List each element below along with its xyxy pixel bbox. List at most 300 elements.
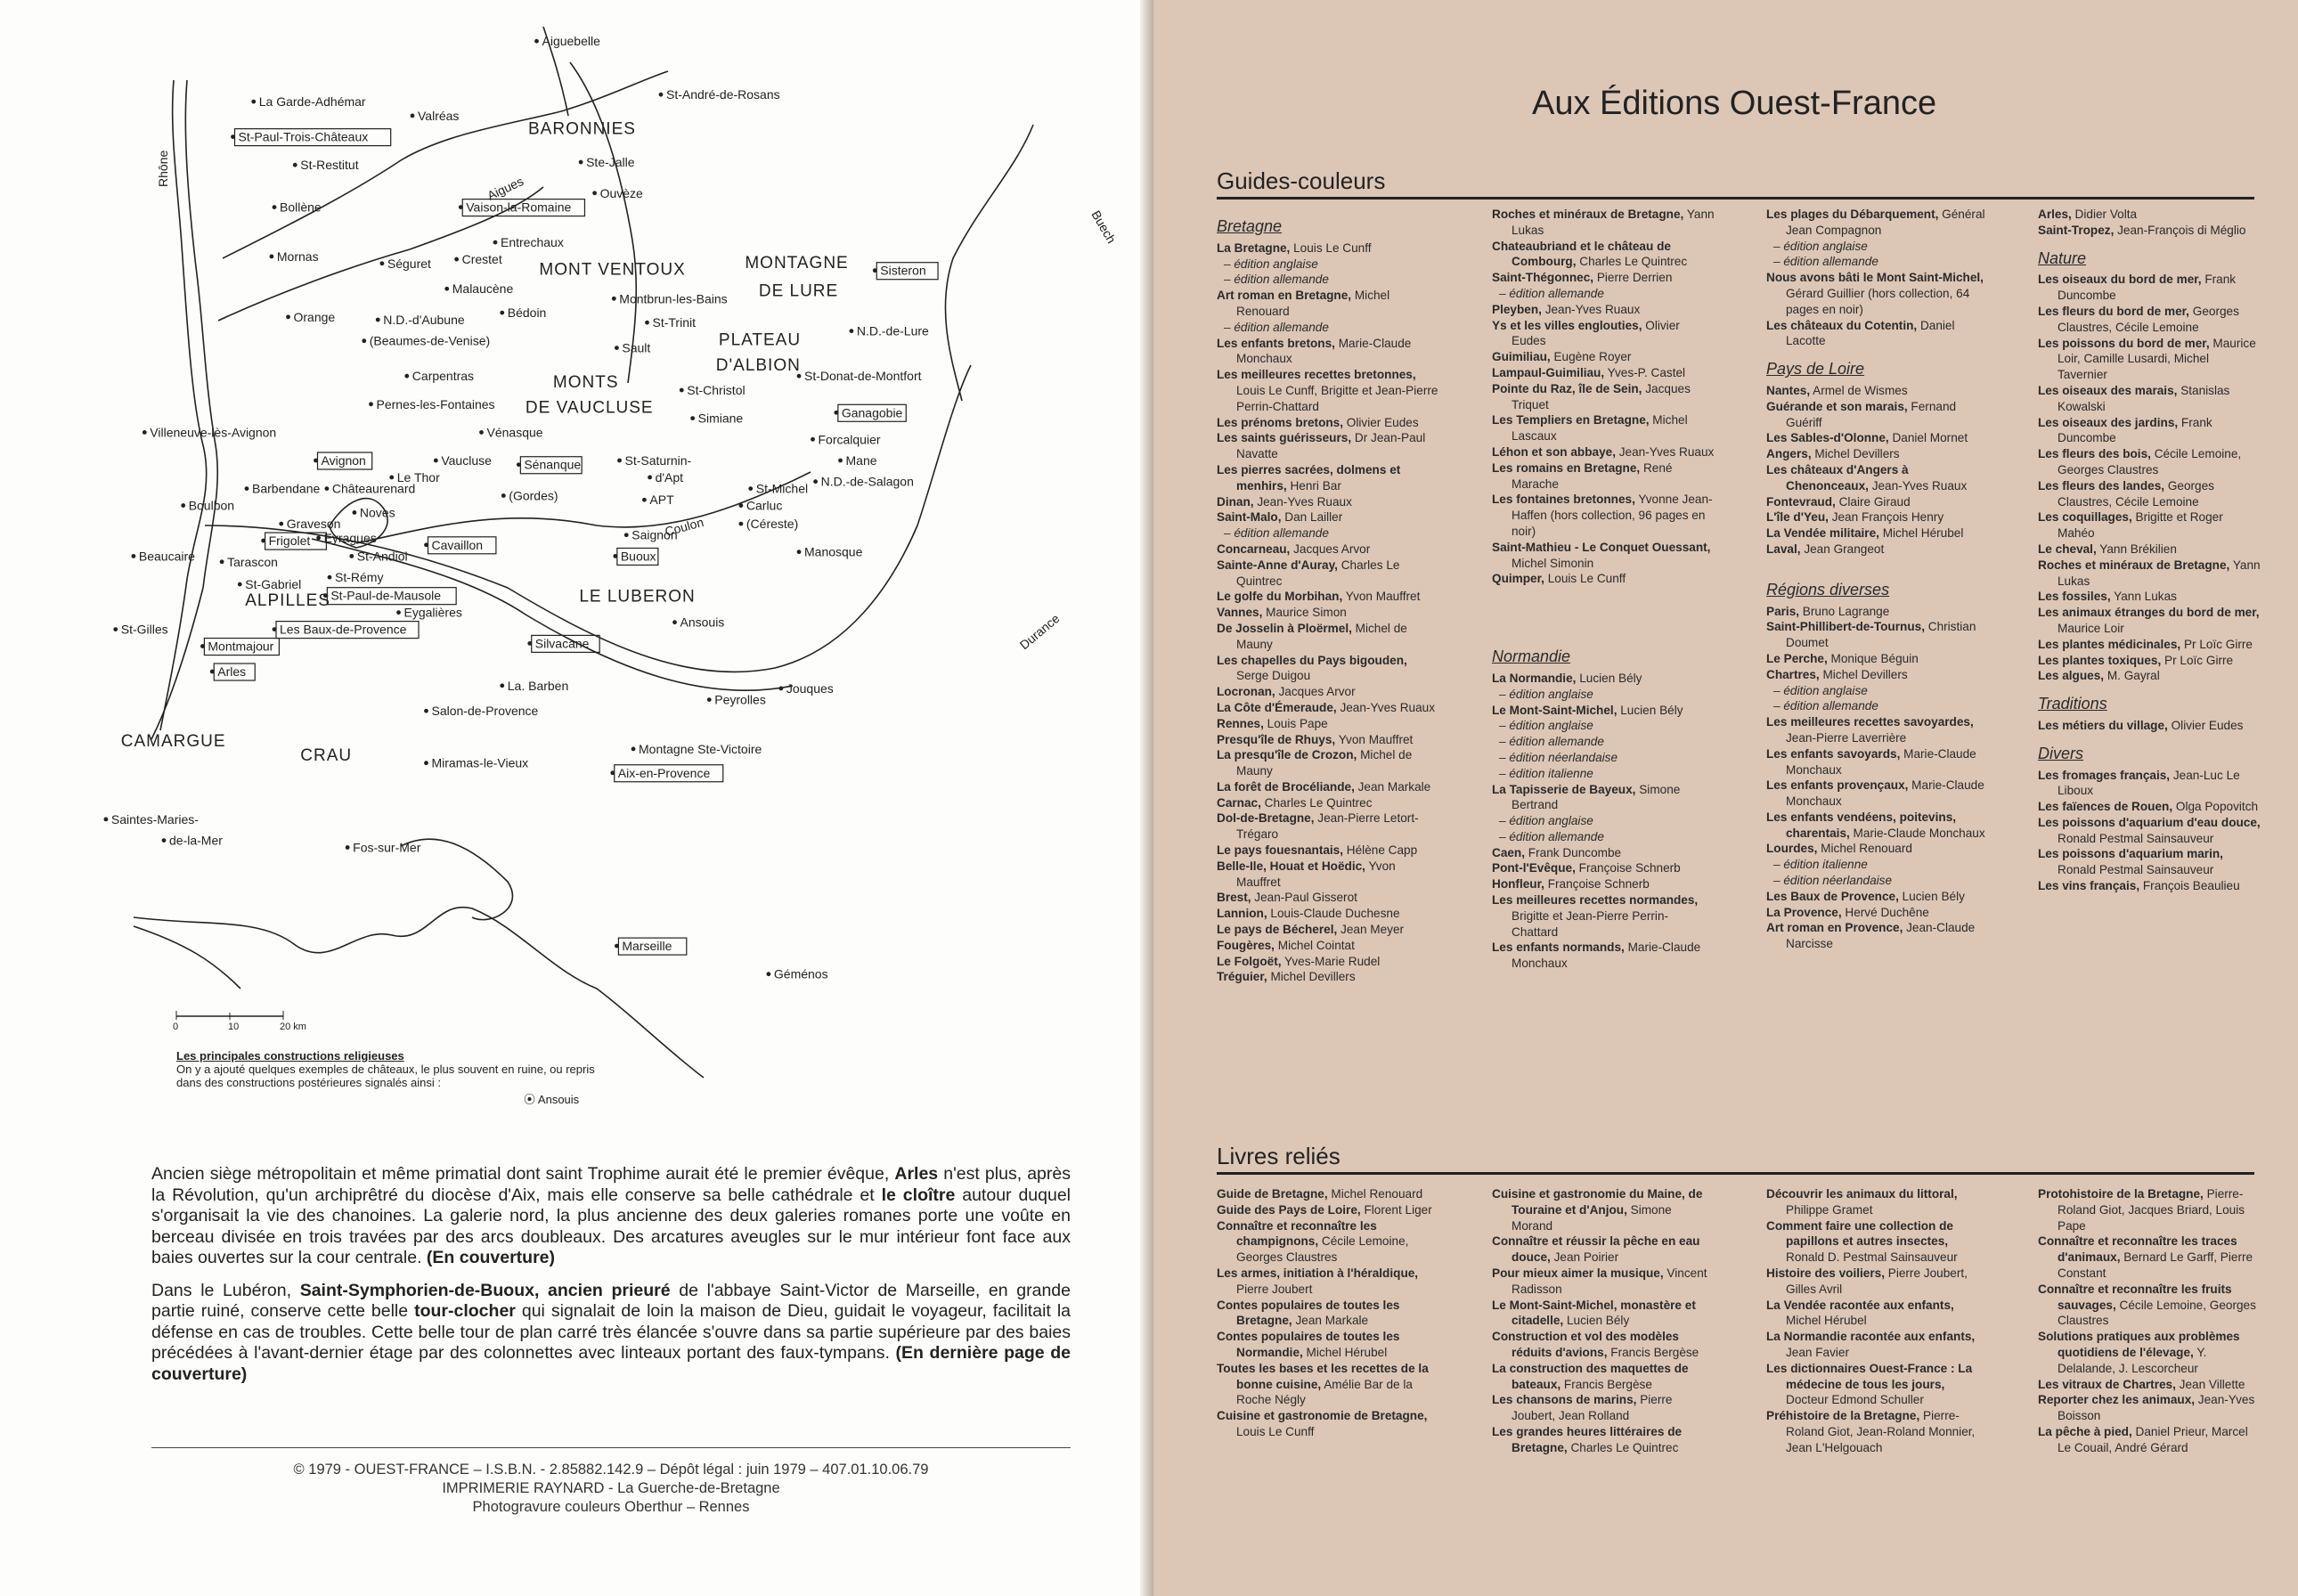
catalog-item: Pleyben, Jean-Yves Ruaux bbox=[1492, 302, 1641, 316]
legend-text: On y a ajouté quelques exemples de châteaux, le plus souvent en ruine, ou repris dans des constructions postérieures signalés ainsi : bbox=[176, 1063, 595, 1089]
place-marker-st-christol bbox=[680, 388, 684, 393]
place-saintes-1: Saintes-Maries- bbox=[110, 811, 199, 826]
catalog-item: Préhistoire de la Bretagne, Pierre-Roland Giot, Jean-Roland Monnier, Jean L'Helgouach bbox=[1766, 1409, 1976, 1454]
place-buoux: Buoux bbox=[620, 549, 656, 564]
catalog-item: Pont-l'Evêque, Françoise Schnerb bbox=[1492, 861, 1681, 875]
place-la-garde: La Garde-Adhémar bbox=[258, 94, 366, 110]
place-gemenos: Géménos bbox=[773, 966, 828, 981]
catalog-item: Connaître et reconnaître les traces d'animaux, Bernard Le Garff, Pierre Constant bbox=[2038, 1234, 2253, 1280]
catalog-item: Les Baux de Provence, Lucien Bély bbox=[1766, 889, 1965, 903]
catalog-spacer bbox=[1492, 587, 1715, 599]
place-pernes: Pernes-les-Fontaines bbox=[376, 396, 495, 411]
place-crestet: Crestet bbox=[461, 252, 502, 267]
castle-icon: ⦿ bbox=[524, 1093, 536, 1106]
place-orange: Orange bbox=[293, 309, 336, 324]
caption-run: Dans le Lubéron, bbox=[151, 1280, 300, 1300]
catalog-spacer bbox=[1492, 624, 1715, 637]
place-aix: Aix-en-Provence bbox=[617, 765, 711, 780]
place-marker-graveson bbox=[279, 522, 283, 526]
place-marker-mane bbox=[838, 459, 843, 463]
place-st-andiol: St-Andiol bbox=[356, 549, 408, 564]
catalog-item: Le Mont-Saint-Michel, Lucien Bély bbox=[1492, 703, 1683, 717]
place-marker-st-saturnin bbox=[617, 459, 622, 463]
catalog-item: Les chapelles du Pays bigouden, Serge Duigou bbox=[1217, 653, 1407, 683]
catalog-item: Le pays de Bécherel, Jean Meyer bbox=[1217, 923, 1405, 937]
place-marker-eygalieres bbox=[396, 610, 401, 615]
place-marker-carpentras bbox=[404, 374, 409, 379]
place-marker-le-thor bbox=[389, 476, 394, 480]
catalog-item: Les oiseaux des jardins, Frank Duncombe bbox=[2038, 415, 2212, 445]
place-sisteron: Sisteron bbox=[880, 263, 926, 278]
place-marker-jouques bbox=[778, 687, 783, 691]
catalog-item: La Vendée militaire, Michel Hérubel bbox=[1766, 526, 1964, 541]
catalog-item: Lourdes, Michel Renouard bbox=[1766, 842, 1912, 856]
region-plateau: PLATEAU bbox=[718, 330, 802, 350]
place-marker-silvacane bbox=[527, 641, 532, 646]
place-marker-saintes-1 bbox=[104, 818, 109, 822]
catalog-item: La pêche à pied, Daniel Prieur, Marcel Le Couail, André Gérard bbox=[2038, 1424, 2248, 1454]
place-marker-ansouis bbox=[672, 620, 677, 624]
place-cereste: (Céreste) bbox=[746, 517, 799, 532]
catalog-item: La Côte d'Émeraude, Jean-Yves Ruaux bbox=[1217, 700, 1435, 714]
catalog-item: Connaître et reconnaître les fruits sauvages, Cécile Lemoine, Georges Claustres bbox=[2038, 1282, 2256, 1328]
place-marker-frigolet bbox=[261, 539, 265, 543]
catalog-item: Pointe du Raz, île de Sein, Jacques Triquet bbox=[1492, 381, 1691, 411]
legend-example bbox=[176, 1093, 613, 1106]
place-simiane: Simiane bbox=[697, 411, 744, 426]
livres-column-3 bbox=[1766, 1186, 1989, 1456]
caption-arles bbox=[151, 1164, 1071, 1269]
catalog-edition: – édition allemande bbox=[1499, 735, 1604, 749]
place-marker-vaison bbox=[459, 205, 463, 209]
caption-buoux bbox=[151, 1281, 1071, 1386]
place-marker-fos bbox=[346, 845, 350, 850]
place-st-restitut: St-Restitut bbox=[300, 158, 359, 173]
catalog-item: Guimiliau, Eugène Royer bbox=[1492, 350, 1632, 364]
place-mornas: Mornas bbox=[276, 248, 319, 264]
place-st-christol: St-Christol bbox=[687, 383, 746, 397]
catalog-item: Lannion, Louis-Claude Duchesne bbox=[1217, 907, 1400, 921]
catalog-item: Ys et les villes englouties, Olivier Eudes bbox=[1492, 318, 1680, 348]
place-marker-marseille bbox=[615, 944, 619, 949]
place-ansouis: Ansouis bbox=[680, 615, 725, 630]
place-noves: Noves bbox=[359, 505, 395, 520]
place-villeneuve: Villeneuve-lès-Avignon bbox=[150, 425, 277, 440]
catalog-item: Lampaul-Guimiliau, Yves-P. Castel bbox=[1492, 365, 1686, 379]
place-st-donat: St-Donat-de-Montfort bbox=[804, 369, 922, 384]
scale-tick-10: 10 bbox=[228, 1022, 240, 1032]
place-marker-vaucluse bbox=[434, 459, 438, 463]
catalog-edition: – édition allemande bbox=[1773, 255, 1878, 269]
place-salon: Salon-de-Provence bbox=[431, 704, 539, 719]
catalog-item: Contes populaires de toutes les Normandie, Michel Hérubel bbox=[1217, 1330, 1400, 1359]
place-marker-st-paul-trois bbox=[231, 134, 235, 139]
catalog-item: Les fleurs des bois, Cécile Lemoine, Georges Claustres bbox=[2038, 447, 2242, 476]
catalog-edition: – édition anglaise bbox=[1499, 814, 1593, 828]
place-marker-carluc bbox=[739, 503, 744, 508]
catalog-item: Sainte-Anne d'Auray, Charles Le Quintrec bbox=[1217, 558, 1400, 588]
catalog-item: Locronan, Jacques Arvor bbox=[1217, 685, 1356, 699]
place-peyrolles: Peyrolles bbox=[714, 692, 766, 707]
catalog-item: Toutes les bases et les recettes de la bonne cuisine, Amélie Bar de la Roche Négly bbox=[1217, 1361, 1429, 1407]
place-marker-la-garde bbox=[251, 100, 256, 104]
place-boulbon: Boulbon bbox=[188, 498, 235, 513]
catalog-item: Les Templiers en Bretagne, Michel Lascaux bbox=[1492, 413, 1688, 444]
catalog-item: Les faïences de Rouen, Olga Popovitch bbox=[2038, 800, 2259, 814]
place-saignon: Saignon bbox=[632, 527, 678, 542]
catalog-item: Contes populaires de toutes les Bretagne, Jean Markale bbox=[1217, 1298, 1400, 1328]
place-marker-malaucene bbox=[444, 287, 449, 291]
catalog-item: Saint-Malo, Dan Lailler bbox=[1217, 510, 1343, 525]
place-marker-ouveze bbox=[592, 191, 597, 195]
catalog-item: Les oiseaux des marais, Stanislas Kowalski bbox=[2038, 383, 2230, 413]
catalog-item: Saint-Mathieu - Le Conquet Ouessant, Michel Simonin bbox=[1492, 540, 1711, 570]
livres-column-2 bbox=[1492, 1186, 1715, 1456]
place-marker-crestet bbox=[454, 257, 459, 262]
catalog-item: Roches et minéraux de Bretagne, Yann Lukas bbox=[2038, 558, 2261, 588]
river-label-durance: Durance bbox=[1016, 611, 1063, 653]
place-ste-victoire: Montagne Ste-Victoire bbox=[639, 741, 762, 756]
place-marker-nd-lure bbox=[850, 329, 854, 333]
catalog-item: Dol-de-Bretagne, Jean-Pierre Letort-Trégaro bbox=[1217, 811, 1419, 842]
place-eyragues: Eyragues bbox=[323, 530, 377, 545]
catalog-item: Arles, Didier Volta bbox=[2038, 208, 2138, 221]
catalog-item: Les meilleures recettes normandes, Brigitte et Jean-Pierre Perrin-Chattard bbox=[1492, 893, 1699, 939]
place-marker-st-michel bbox=[748, 486, 753, 491]
place-vaucluse: Vaucluse bbox=[441, 453, 492, 468]
catalog-edition: – édition néerlandaise bbox=[1499, 750, 1618, 764]
catalog-item: Chartres, Michel Devillers bbox=[1766, 667, 1908, 681]
catalog-item: Carnac, Charles Le Quintrec bbox=[1217, 795, 1373, 810]
place-marker-saintes-2 bbox=[162, 838, 167, 843]
caption-run: Arles bbox=[894, 1164, 939, 1184]
place-marker-manosque bbox=[797, 550, 802, 554]
region-crau: CRAU bbox=[300, 745, 353, 765]
catalog-item: Les châteaux d'Angers à Chenonceaux, Jean-Yves Ruaux bbox=[1766, 462, 1968, 493]
livres-heading: Livres reliés bbox=[1217, 1143, 2254, 1175]
scale-tick-20: 20 km bbox=[280, 1022, 306, 1032]
place-marker-seguret bbox=[380, 261, 385, 265]
catalog-item: Roches et minéraux de Bretagne, Yann Lukas bbox=[1492, 208, 1715, 237]
place-cavaillon: Cavaillon bbox=[431, 537, 484, 552]
catalog-edition: – édition anglaise bbox=[1499, 687, 1593, 701]
catalog-item: Cuisine et gastronomie de Bretagne, Louis Le Cunff bbox=[1217, 1409, 1428, 1438]
place-marker-montbrun bbox=[612, 297, 616, 301]
catalog-item: Les enfants bretons, Marie-Claude Monchaux bbox=[1217, 336, 1412, 366]
place-miramas: Miramas-le-Vieux bbox=[431, 755, 529, 770]
catalog-item: Caen, Frank Duncombe bbox=[1492, 845, 1622, 859]
catalog-subheading: Nature bbox=[2038, 248, 2087, 267]
catalog-item: Les meilleures recettes bretonnes, Louis Le Cunff, Brigitte et Jean-Pierre Perrin-Chattard bbox=[1217, 368, 1438, 413]
place-st-paul-trois: St-Paul-Trois-Châteaux bbox=[238, 129, 369, 144]
catalog-item: Connaître et réussir la pêche en eau douce, Jean Poirier bbox=[1492, 1234, 1700, 1265]
place-marker-miramas bbox=[424, 761, 428, 765]
catalog-subheading: Divers bbox=[2038, 744, 2084, 762]
catalog-item: Les vins français, François Beaulieu bbox=[2038, 879, 2240, 893]
river-label-rhone: Rhône bbox=[156, 150, 170, 187]
caption-run: (En couverture) bbox=[426, 1248, 556, 1267]
catalog-item: Les oiseaux du bord de mer, Frank Duncombe bbox=[2038, 273, 2237, 303]
catalog-item: Quimper, Louis Le Cunff bbox=[1492, 572, 1626, 586]
place-graveson: Graveson bbox=[286, 517, 341, 532]
colophon-line-3: Photogravure couleurs Oberthur – Rennes bbox=[472, 1499, 750, 1515]
place-marker-mornas bbox=[270, 255, 274, 259]
place-la-barben: La. Barben bbox=[507, 678, 569, 693]
place-marker-ste-jalle bbox=[579, 160, 583, 165]
catalog-edition: – édition anglaise bbox=[1224, 256, 1318, 271]
place-marker-nd-aubune bbox=[376, 318, 380, 322]
catalog-item: Le pays fouesnantais, Hélène Capp bbox=[1217, 843, 1418, 858]
catalog-item: Le golfe du Morbihan, Yvon Mauffret bbox=[1217, 590, 1421, 604]
place-marker-st-gilles bbox=[113, 627, 118, 631]
place-marker-orange bbox=[286, 314, 290, 319]
place-st-remy: St-Rémy bbox=[335, 570, 384, 585]
catalog-item: Saint-Tropez, Jean-François di Méglio bbox=[2038, 223, 2246, 237]
caption-run: n'est plus, après la Révolution, qu'un archiprêtré du diocèse d'Aix, mais elle conserve sa belle cathédrale et bbox=[151, 1164, 1071, 1205]
catalog-item: Le cheval, Yann Brékilien bbox=[2038, 542, 2177, 556]
place-aiguebelle: Aiguebelle bbox=[542, 34, 600, 49]
catalog-item: Art roman en Provence, Jean-Claude Narcisse bbox=[1766, 921, 1976, 951]
region-baronnies: BARONNIES bbox=[528, 119, 636, 139]
catalog-item: La Provence, Hervé Duchêne bbox=[1766, 905, 1929, 919]
place-marker-villeneuve bbox=[143, 430, 147, 435]
place-tarascon: Tarascon bbox=[227, 554, 278, 569]
place-st-paul-mausole: St-Paul-de-Mausole bbox=[330, 588, 442, 603]
catalog-item: La Normandie, Lucien Bély bbox=[1492, 671, 1642, 685]
place-entrechaux: Entrechaux bbox=[501, 235, 564, 250]
catalog-item: Les poissons du bord de mer, Maurice Loir, Camille Lusardi, Michel Tavernier bbox=[2038, 336, 2256, 382]
catalog-item: Les pierres sacrées, dolmens et menhirs, Henri Bar bbox=[1217, 462, 1401, 493]
place-marker-st-restitut bbox=[293, 163, 297, 167]
catalog-item: Les animaux étranges du bord de mer, Maurice Loir bbox=[2038, 606, 2260, 635]
catalog-item: Les enfants normands, Marie-Claude Monchaux bbox=[1492, 940, 1701, 971]
catalog-edition: – édition allemande bbox=[1773, 699, 1878, 713]
catalog-item: Laval, Jean Grangeot bbox=[1766, 542, 1885, 556]
map-linework bbox=[134, 27, 1033, 1078]
place-marker-beaumes bbox=[362, 338, 366, 343]
catalog-edition: – édition allemande bbox=[1224, 273, 1329, 287]
catalog-item: Nous avons bâti le Mont Saint-Michel, Gérard Guillier (hors collection, 64 pages en noir) bbox=[1766, 271, 1984, 316]
catalog-item: Fontevraud, Claire Giraud bbox=[1766, 494, 1911, 509]
catalog-item: Angers, Michel Devillers bbox=[1766, 447, 1900, 461]
caption-run: (En dernière page de couverture) bbox=[151, 1343, 1071, 1384]
place-marker-barbendane bbox=[245, 486, 249, 491]
place-seguret: Séguret bbox=[387, 256, 431, 271]
place-manosque: Manosque bbox=[804, 544, 863, 559]
catalog-item: Les fleurs du bord de mer, Georges Claustres, Cécile Lemoine bbox=[2038, 304, 2239, 334]
place-marker-st-trinit bbox=[645, 321, 649, 325]
place-marker-eyragues bbox=[316, 536, 321, 541]
place-dapt: d'Apt bbox=[655, 469, 684, 484]
caption-text bbox=[151, 1164, 1071, 1396]
catalog-item: Honfleur, Françoise Schnerb bbox=[1492, 877, 1650, 892]
catalog-item: L'île d'Yeu, Jean François Henry bbox=[1766, 510, 1944, 525]
place-silvacane: Silvacane bbox=[534, 636, 590, 651]
region-le-luberon: LE LUBERON bbox=[579, 587, 696, 607]
catalog-item: Les algues, M. Gayral bbox=[2038, 669, 2160, 683]
place-ste-jalle: Ste-Jalle bbox=[586, 155, 635, 170]
region-camargue: CAMARGUE bbox=[120, 732, 226, 751]
place-apt: APT bbox=[649, 493, 674, 508]
catalog-item: Les Sables-d'Olonne, Daniel Mornet bbox=[1766, 431, 1968, 445]
catalog-edition: – édition néerlandaise bbox=[1773, 874, 1893, 888]
livres-column-1 bbox=[1217, 1186, 1439, 1440]
caption-run: qui signalait de loin la maison de Dieu, guidait le voyageur, facilitait la défense en cas de troubles. Cette belle tour de plan carré très élancée s'ouvre dans sa partie supérieure par des baies précédées à l'avant-dernier étage par des colonnettes avec linteaux portant des faux-tympans. bbox=[151, 1301, 1071, 1363]
place-beaucaire: Beaucaire bbox=[138, 549, 195, 564]
colophon-line-1: © 1979 - OUEST-FRANCE – I.S.B.N. - 2.85882.142.9 – Dépôt légal : juin 1979 – 407.01.10.06.79 bbox=[293, 1462, 929, 1478]
catalog-item: Nantes, Armel de Wismes bbox=[1766, 383, 1908, 397]
catalog-edition: – édition allemande bbox=[1224, 320, 1329, 334]
place-saintes-2: de-la-Mer bbox=[169, 833, 223, 848]
place-le-thor: Le Thor bbox=[396, 469, 440, 484]
place-st-andre: St-André-de-Rosans bbox=[666, 87, 780, 102]
place-marker-gemenos bbox=[767, 972, 771, 976]
place-marker-pernes bbox=[369, 402, 373, 406]
place-marker-beaucaire bbox=[132, 554, 136, 558]
catalog-item: De Josselin à Ploërmel, Michel de Mauny bbox=[1217, 621, 1407, 651]
catalog-item: Les meilleures recettes savoyardes, Jean-Pierre Laverrière bbox=[1766, 715, 1974, 745]
place-marker-noves bbox=[353, 510, 357, 515]
catalog-item: Belle-Ile, Houat et Hoëdic, Yvon Mauffret bbox=[1217, 859, 1396, 889]
place-jouques: Jouques bbox=[786, 680, 834, 696]
catalog-item: Dinan, Jean-Yves Ruaux bbox=[1217, 494, 1352, 509]
colophon-line-2: IMPRIMERIE RAYNARD - La Guerche-de-Bretagne bbox=[442, 1480, 780, 1496]
guides-heading: Guides-couleurs bbox=[1217, 167, 2254, 200]
place-carpentras: Carpentras bbox=[412, 369, 475, 384]
place-frigolet: Frigolet bbox=[268, 533, 311, 549]
place-marker-aiguebelle bbox=[534, 39, 539, 44]
place-marker-st-andiol bbox=[349, 554, 354, 558]
caption-run: autour duquel s'organisait la vie des chanoines. La galerie nord, la plus ancienne des deux galeries romanes porte une voûte en berceau divisée en trois travées par des arcs doubleaux. Des arcatures aveugles sur le mur intérieur font face aux baies ouvertes sur la cour centrale. bbox=[151, 1185, 1072, 1267]
caption-run: Saint-Symphorien-de-Buoux, ancien prieuré bbox=[299, 1280, 671, 1300]
place-marker-st-remy bbox=[328, 575, 332, 580]
region-albion: D'ALBION bbox=[715, 356, 801, 376]
catalog-item: Construction et vol des modèles réduits d'avions, Francis Bergèse bbox=[1492, 1330, 1699, 1359]
place-marker-saignon bbox=[624, 533, 629, 537]
catalog-item: Le Folgoët, Yves-Marie Rudel bbox=[1217, 954, 1381, 968]
catalog-item: Les grandes heures littéraires de Bretagne, Charles Le Quintrec bbox=[1492, 1424, 1683, 1454]
place-marker-simiane bbox=[690, 416, 695, 420]
catalog-item: Les enfants savoyards, Marie-Claude Monchaux bbox=[1766, 746, 1976, 777]
place-marker-apt bbox=[642, 498, 647, 502]
catalog-item: Les romains en Bretagne, René Marache bbox=[1492, 460, 1673, 491]
place-arles: Arles bbox=[217, 664, 247, 679]
place-chateaurenard: Châteaurenard bbox=[331, 481, 416, 496]
place-marker-valreas bbox=[411, 114, 415, 118]
catalog-item: Les enfants vendéens, poitevins, charentais, Marie-Claude Monchaux bbox=[1766, 810, 1985, 840]
place-marker-tarascon bbox=[220, 559, 224, 564]
region-monts: MONTS bbox=[552, 373, 619, 393]
place-marker-dapt bbox=[648, 476, 652, 480]
place-marker-chateaurenard bbox=[325, 486, 330, 491]
river-label-aigues: Aigues bbox=[485, 174, 526, 203]
map-scale bbox=[173, 1009, 306, 1040]
catalog-item: Découvrir les animaux du littoral, Philippe Gramet bbox=[1766, 1187, 1958, 1217]
catalog-item: Les fossiles, Yann Lukas bbox=[2038, 590, 2177, 604]
place-marker-forcalquier bbox=[811, 437, 815, 442]
place-eygalieres: Eygalières bbox=[403, 605, 462, 620]
place-venasque: Vénasque bbox=[486, 425, 543, 440]
place-fos: Fos-sur-Mer bbox=[353, 840, 421, 855]
catalog-item: Les plages du Débarquement, Général Jean Compagnon bbox=[1766, 208, 1985, 237]
catalog-item: La Vendée racontée aux enfants, Michel Hérubel bbox=[1766, 1298, 1954, 1328]
caption-run: tour-clocher bbox=[414, 1301, 516, 1321]
place-marker-baux bbox=[273, 627, 277, 631]
catalog-item: Chateaubriand et le château de Combourg, Charles Le Quintrec bbox=[1492, 239, 1688, 269]
catalog-item: Les dictionnaires Ouest-France : La médecine de tous les jours, Docteur Edmond Schuller bbox=[1766, 1361, 1973, 1407]
caption-run: Ancien siège métropolitain et même primatial dont saint Trophime aurait été le premier évêque, bbox=[151, 1164, 895, 1184]
place-st-michel: St-Michel bbox=[755, 481, 809, 496]
place-marker-aix bbox=[610, 770, 615, 775]
river-east bbox=[945, 125, 1033, 401]
catalog-item: Paris, Bruno Lagrange bbox=[1766, 604, 1890, 618]
catalog-item: Les coquillages, Brigitte et Roger Mahéo bbox=[2038, 510, 2223, 541]
place-sault: Sault bbox=[622, 340, 651, 355]
place-malaucene: Malaucène bbox=[452, 281, 514, 297]
catalog-item: Guide de Bretagne, Michel Renouard bbox=[1217, 1187, 1423, 1201]
catalog-edition: – édition italienne bbox=[1773, 858, 1868, 872]
catalog-item: Solutions pratiques aux problèmes quotidiens de l'élevage, Y. Delalande, J. Lescorcheur bbox=[2038, 1330, 2240, 1375]
catalog-item: Les plantes toxiques, Pr Loïc Girre bbox=[2038, 653, 2234, 667]
catalog-item: Cuisine et gastronomie du Maine, de Touraine et d'Anjou, Simone Morand bbox=[1492, 1187, 1703, 1233]
place-baux: Les Baux-de-Provence bbox=[280, 622, 407, 637]
place-marker-salon bbox=[424, 709, 428, 713]
catalog-item: Les enfants provençaux, Marie-Claude Monchaux bbox=[1766, 778, 1984, 809]
place-marker-montmajour bbox=[200, 644, 205, 648]
place-bedoin: Bédoin bbox=[507, 305, 547, 321]
place-montbrun: Montbrun-les-Bains bbox=[619, 291, 728, 306]
place-st-trinit: St-Trinit bbox=[652, 315, 696, 330]
catalog-item: Rennes, Louis Pape bbox=[1217, 716, 1328, 730]
catalog-item: La Bretagne, Louis Le Cunff bbox=[1217, 240, 1372, 255]
place-marker-senanque bbox=[517, 462, 521, 467]
place-st-gilles: St-Gilles bbox=[120, 622, 168, 637]
place-nd-salagon: N.D.-de-Salagon bbox=[820, 474, 914, 489]
catalog-item: La Tapisserie de Bayeux, Simone Bertrand bbox=[1492, 782, 1681, 812]
place-marker-arles bbox=[210, 670, 215, 674]
catalog-subheading: Pays de Loire bbox=[1766, 360, 1865, 379]
place-marker-ganagobie bbox=[834, 411, 838, 415]
region-alpilles: ALPILLES bbox=[245, 591, 330, 610]
catalog-subheading: Normandie bbox=[1492, 647, 1571, 666]
catalog-item: La construction des maquettes de bateaux, Francis Bergèse bbox=[1492, 1361, 1689, 1391]
catalog-edition: – édition allemande bbox=[1499, 286, 1604, 300]
catalog-edition: – édition anglaise bbox=[1773, 239, 1868, 253]
catalog-item: Tréguier, Michel Devillers bbox=[1217, 970, 1356, 984]
river-label-buech: Buech bbox=[1088, 208, 1120, 246]
caption-run: le cloître bbox=[881, 1185, 956, 1205]
catalog-item: Presqu'île de Rhuys, Yvon Mauffret bbox=[1217, 732, 1414, 746]
region-mont-ventoux: MONT VENTOUX bbox=[539, 260, 686, 280]
catalog-item: Histoire des voiliers, Pierre Joubert, Gilles Avril bbox=[1766, 1266, 1968, 1296]
catalog-item: Connaître et reconnaître les champignons, Cécile Lemoine, Georges Claustres bbox=[1217, 1218, 1409, 1265]
catalog-item: Protohistoire de la Bretagne, Pierre-Roland Giot, Jacques Briard, Louis Pape bbox=[2038, 1187, 2245, 1233]
legend-example-label: Ansouis bbox=[537, 1093, 580, 1106]
place-marker-peyrolles bbox=[707, 697, 712, 702]
catalog-item: Saint-Thégonnec, Pierre Derrien bbox=[1492, 271, 1673, 285]
catalog-item: Les fromages français, Jean-Luc Le Liboux bbox=[2038, 768, 2240, 798]
catalog-edition: – édition anglaise bbox=[1773, 683, 1868, 697]
place-barbendane: Barbendane bbox=[252, 481, 321, 496]
catalog-item: Brest, Jean-Paul Gisserot bbox=[1217, 891, 1357, 905]
region-de-lure: DE LURE bbox=[758, 281, 839, 301]
place-marker-cereste bbox=[739, 522, 744, 526]
legend-title: Les principales constructions religieuses bbox=[176, 1049, 404, 1063]
catalog-title: Aux Éditions Ouest-France bbox=[1532, 85, 1937, 122]
colophon bbox=[151, 1447, 1071, 1517]
place-marker-sault bbox=[615, 346, 619, 350]
catalog-edition: – édition allemande bbox=[1224, 526, 1329, 541]
